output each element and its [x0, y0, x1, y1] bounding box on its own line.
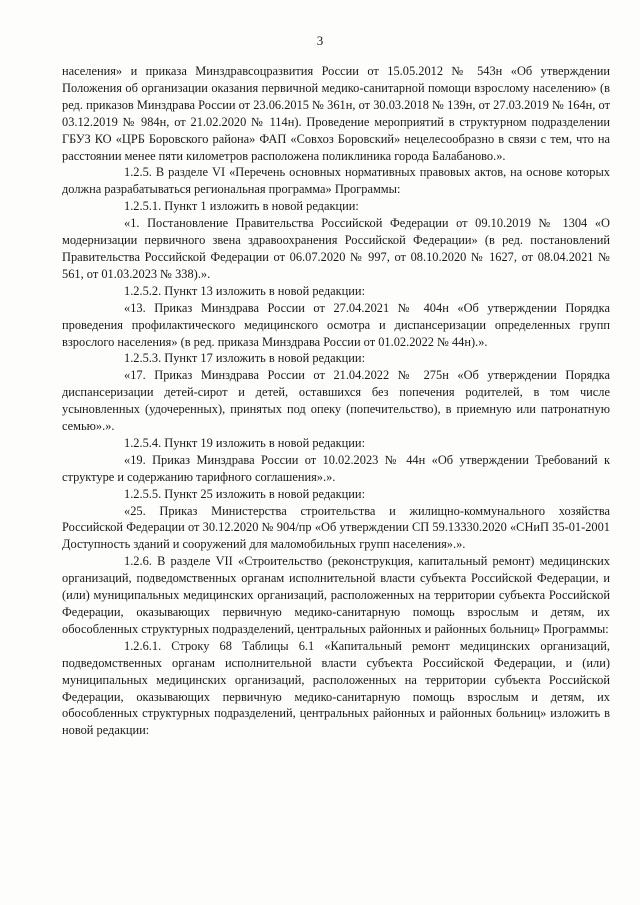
page-number: 3 — [316, 33, 324, 48]
document-body — [62, 63, 610, 739]
paragraph: «1. Постановление Правительства Российской Федерации от 09.10.2019 № 1304 «О модернизации первичного звена здравоохранения Российской Федерации» (в ред. постановлений Правительства Российской Федерации от 06.07.2020 № 997, от 08.10.2020 № 1627, от 08.04.2021 № 561, от 01.03.2023 № 338).». — [62, 216, 610, 281]
paragraph: «17. Приказ Минздрава России от 21.04.2022 № 275н «Об утверждении Порядка диспансеризации детей-сирот и детей, оставшихся без попечения родителей, в том числе усыновленных (удочеренных), принятых под опеку (попечительство), в приемную или патронатную семью».». — [62, 368, 610, 434]
paragraph: 1.2.5.3. Пункт 17 изложить в новой редакции: — [124, 351, 366, 366]
paragraph: 1.2.5.1. Пункт 1 изложить в новой редакции: — [124, 199, 359, 214]
paragraph: «19. Приказ Минздрава России от 10.02.2023 № 44н «Об утверждении Требований к структуре и содержанию тарифного соглашения».». — [62, 452, 610, 484]
paragraph: «25. Приказ Министерства строительства и жилищно-коммунального хозяйства Российской Федерации от 30.12.2020 № 904/пр «Об утверждении СП 59.13330.2020 «СНиП 35-01-2001 Доступность зданий и сооружений для маломобильных групп населения».». — [62, 503, 610, 552]
paragraph: населения» и приказа Минздравсоцразвития России от 15.05.2012 № 543н «Об утверждении Положения об организации оказания первичной медико-санитарной помощи взрослому населению» (в ред. приказов Минздрава России от 23.06.2015 № 361н, от 30.03.2018 № 139н, от 27.03.2019 № 164н, от 03.12.2019 № 984н, от 21.02.2020 № 114н). Проведение мероприятий в структурном подразделении ГБУЗ КО «ЦРБ Боровского района» ФАП «Совхоз Боровский» нецелесообразно в связи с тем, что на расстоянии менее пяти километров расположена поликлиника города Балабаново.». — [62, 64, 610, 163]
paragraph: 1.2.5.5. Пункт 25 изложить в новой редакции: — [124, 486, 366, 501]
paragraph: 1.2.5. В разделе VI «Перечень основных нормативных правовых актов, на основе которых должна разрабатываться региональная программа» Программы: — [62, 165, 610, 197]
paragraph: 1.2.6.1. Строку 68 Таблицы 6.1 «Капитальный ремонт медицинских организаций, подведомственных органам исполнительной власти субъекта Российской Федерации, и (или) муниципальных медицинских организаций, расположенных на территории субъекта Российской Федерации, оказывающих первичную медико-санитарную помощь взрослым и детям, их обособленных структурных подразделений, центральных районных и районных больниц» изложить в новой редакции: — [62, 638, 610, 738]
paragraph: 1.2.5.4. Пункт 19 изложить в новой редакции: — [124, 435, 366, 450]
paragraph: «13. Приказ Минздрава России от 27.04.2021 № 404н «Об утверждении Порядка проведения профилактического медицинского осмотра и диспансеризации определенных групп взрослого населения» (в ред. приказа Минздрава России от 01.02.2022 № 44н).». — [62, 300, 610, 349]
paragraph: 1.2.5.2. Пункт 13 изложить в новой редакции: — [124, 283, 366, 298]
paragraph: 1.2.6. В разделе VII «Строительство (реконструкция, капитальный ремонт) медицинских организаций, подведомственных органам исполнительной власти субъекта Российской Федерации, и (или) муниципальных медицинских организаций, расположенных на территории субъекта Российской Федерации, оказывающих первичную медико-санитарную помощь взрослым и детям, их обособленных структурных подразделений, центральных районных и районных больниц» Программы: — [62, 554, 610, 636]
